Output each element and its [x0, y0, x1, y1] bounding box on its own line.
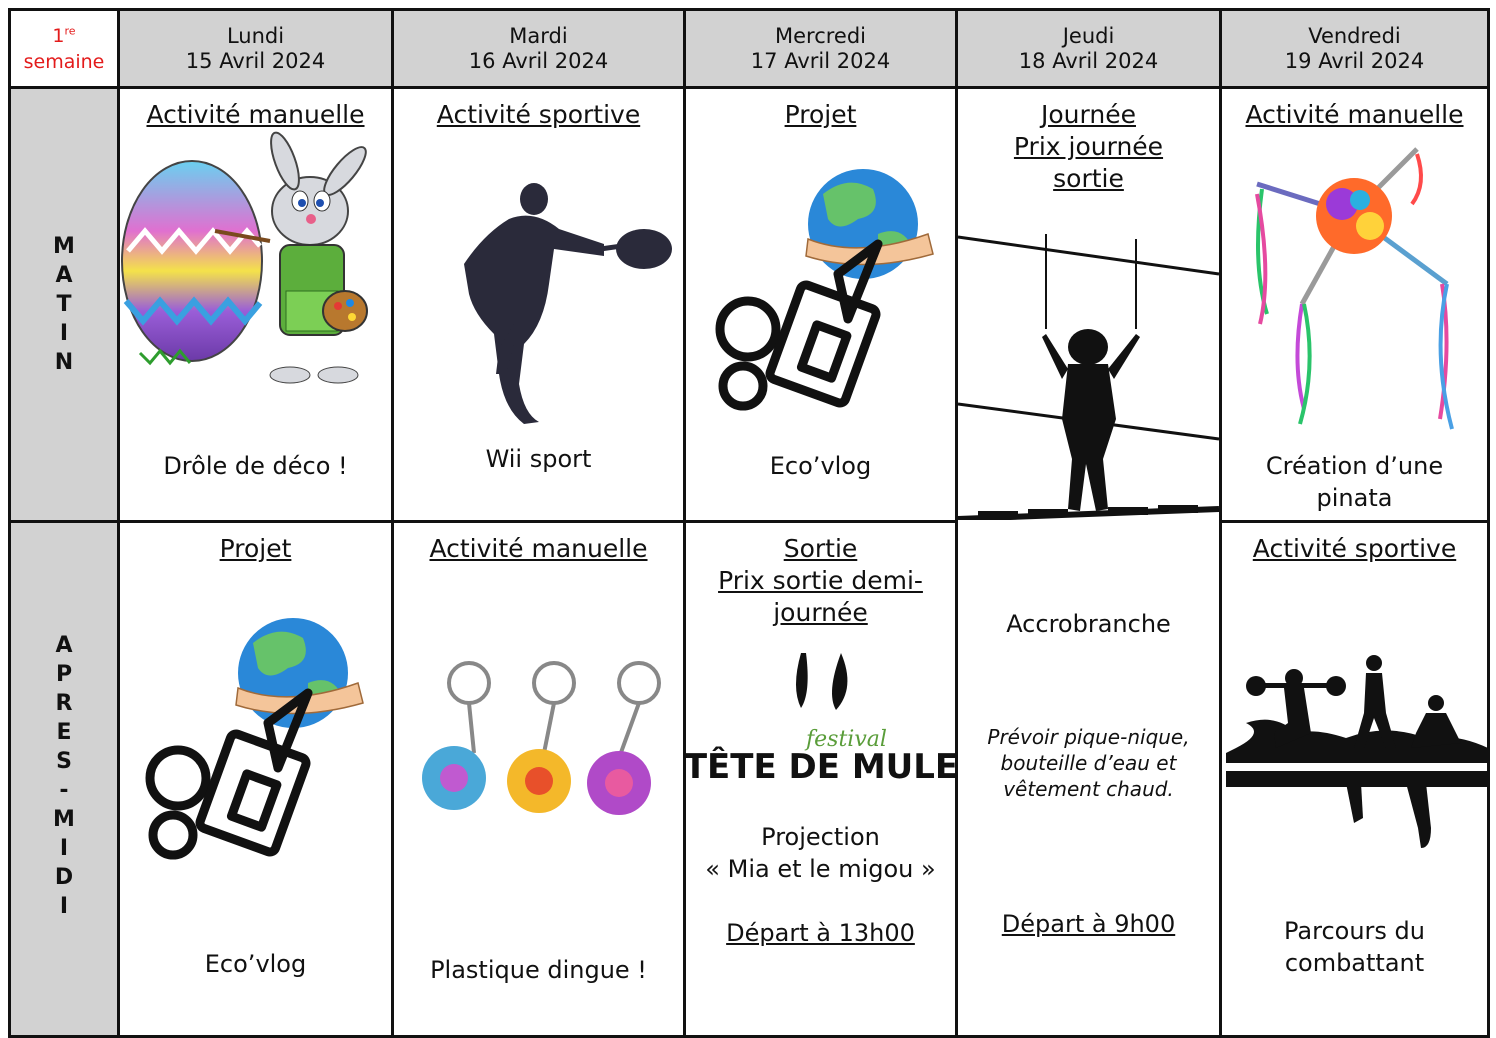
period-letter: E: [56, 720, 72, 745]
day-name: Lundi: [226, 23, 285, 48]
period-letter: D: [54, 865, 74, 890]
day-name: Jeudi: [1062, 23, 1115, 48]
activity-title: Activité sportive: [436, 100, 641, 129]
treetop-adventure-silhouette-icon: [958, 229, 1219, 526]
day-date: 17 Avril 2024: [750, 48, 891, 73]
cell-morning-wednesday: [683, 86, 958, 523]
activity-name: Eco’vlog: [204, 950, 307, 978]
day-header-thursday: [955, 8, 1222, 89]
logo-main-text: TÊTE DE MULE: [683, 747, 959, 787]
period-letter: M: [53, 807, 75, 832]
day-name: Mardi: [509, 23, 568, 48]
activity-title-line: sortie: [1053, 164, 1124, 193]
period-letter: N: [54, 350, 74, 375]
period-letter: -: [59, 778, 69, 803]
activity-name-line: « Mia et le migou »: [705, 855, 936, 883]
day-header-monday: [117, 8, 394, 89]
day-header-friday: [1219, 8, 1490, 89]
tete-de-mule-logo-icon: [683, 648, 959, 788]
cell-morning-thursday: [955, 86, 1222, 523]
activity-title: Projet: [219, 534, 292, 563]
day-header-tuesday: [391, 8, 686, 89]
week-word: semaine: [23, 50, 105, 73]
cell-morning-friday: [1219, 86, 1490, 523]
day-date: 18 Avril 2024: [1018, 48, 1159, 73]
departure-time: Départ à 13h00: [726, 919, 915, 947]
activity-name: Eco’vlog: [769, 452, 872, 480]
activity-name: Wii sport: [485, 445, 592, 473]
pinata-illustration-icon: [1242, 144, 1472, 434]
activity-name-line: Création d’une: [1265, 452, 1444, 480]
cell-afternoon-monday: [117, 520, 394, 1038]
week-label: [8, 8, 120, 89]
earth-camera-icon: [708, 164, 948, 414]
cell-afternoon-thursday: [955, 520, 1222, 1038]
logo-script-text: festival: [806, 727, 887, 752]
week-suffix: re: [64, 24, 76, 38]
period-letter: P: [55, 662, 73, 687]
departure-time: Départ à 9h00: [1001, 910, 1176, 938]
period-letter: I: [59, 894, 69, 919]
activity-name-line: combattant: [1284, 949, 1425, 977]
day-date: 15 Avril 2024: [185, 48, 326, 73]
activity-name-line: Projection: [761, 823, 880, 851]
cell-afternoon-friday: [1219, 520, 1490, 1038]
activity-title-line: Journée: [1041, 100, 1136, 129]
period-label-afternoon: [8, 520, 120, 1038]
cell-afternoon-tuesday: [391, 520, 686, 1038]
activity-title: Activité manuelle: [429, 534, 648, 563]
cell-morning-tuesday: [391, 86, 686, 523]
period-letter: T: [56, 292, 72, 317]
activity-name: Plastique dingue !: [430, 956, 647, 984]
activity-note-line: vêtement chaud.: [1003, 777, 1174, 801]
weekly-schedule: [8, 8, 1490, 1038]
cell-morning-monday: [117, 86, 394, 523]
activity-name: Accrobranche: [1006, 610, 1171, 638]
activity-title-line: journée: [773, 598, 868, 627]
period-label-morning: [8, 86, 120, 523]
activity-title: Activité manuelle: [146, 100, 365, 129]
day-date: 19 Avril 2024: [1284, 48, 1425, 73]
period-letter: S: [56, 749, 72, 774]
fitness-silhouettes-icon: [1226, 653, 1488, 853]
activity-name: Drôle de déco !: [163, 452, 348, 480]
period-letter: I: [59, 321, 69, 346]
tennis-player-silhouette-icon: [454, 174, 674, 424]
activity-name-line: pinata: [1316, 484, 1393, 512]
cell-afternoon-wednesday: [683, 520, 958, 1038]
activity-note-line: bouteille d’eau et: [1000, 751, 1177, 775]
activity-note-line: Prévoir pique-nique,: [987, 725, 1190, 749]
activity-title: Activité sportive: [1252, 534, 1457, 563]
period-letter: M: [53, 234, 75, 259]
activity-title-line: Prix journée: [1013, 132, 1164, 161]
activity-name-line: Parcours du: [1284, 917, 1425, 945]
period-letter: R: [55, 691, 73, 716]
day-date: 16 Avril 2024: [468, 48, 609, 73]
earth-camera-icon: [138, 603, 378, 873]
period-letter: A: [55, 633, 73, 658]
day-name: Vendredi: [1308, 23, 1401, 48]
day-name: Mercredi: [774, 23, 866, 48]
week-number: 1: [52, 24, 65, 47]
period-letter: I: [59, 836, 69, 861]
easter-bunny-egg-illustration-icon: [120, 141, 391, 386]
period-letter: A: [55, 263, 73, 288]
day-header-wednesday: [683, 8, 958, 89]
activity-title: Activité manuelle: [1245, 100, 1464, 129]
activity-title-line: Prix sortie demi-: [718, 566, 923, 595]
activity-title-line: Sortie: [783, 534, 858, 563]
activity-title: Projet: [784, 100, 857, 129]
flower-keychains-illustration-icon: [414, 653, 664, 823]
